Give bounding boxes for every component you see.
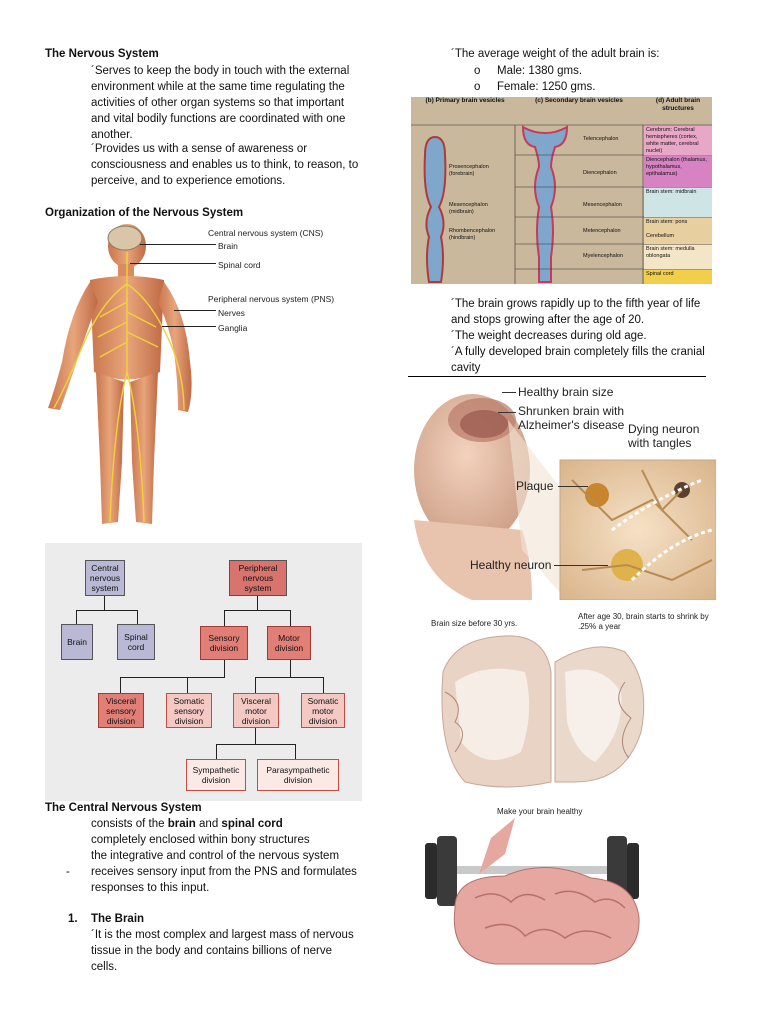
weight-intro: ´The average weight of the adult brain is:	[451, 48, 660, 60]
diencephalon-label: Diencephalon	[583, 170, 617, 176]
cns-heading: The Central Nervous System	[45, 802, 202, 814]
brain-number: 1.	[68, 913, 78, 925]
healthy-size-leader	[502, 392, 516, 393]
nervous-system-body-figure	[40, 222, 370, 540]
dying-neuron-label: Dying neuron with tangles	[628, 422, 700, 450]
connector	[224, 610, 225, 626]
brain-term: brain	[167, 818, 196, 830]
telencephalon-label: Telencephalon	[583, 136, 619, 142]
somatic-motor-node: Somatic motor division	[301, 693, 345, 728]
growth-paragraph-2: ´The weight decreases during old age.	[451, 330, 647, 342]
connector	[76, 610, 77, 624]
alzheimer-illustration	[412, 380, 716, 600]
ns-paragraph-1: ´Serves to keep the body in touch with the external environment while at the same time regulating the activities of other organ systems so that important and vital bodily functions are coordinated with one another.	[91, 65, 350, 141]
healthy-neuron-label: Healthy neuron	[470, 558, 552, 572]
header-adult-structures: (d) Adult brain structures	[655, 97, 701, 112]
brain-leader-line	[140, 244, 216, 245]
cns-line-4: receives sensory input from the PNS and formulates responses to this input.	[91, 866, 357, 894]
brain-heading: The Brain	[91, 913, 145, 925]
header-primary-vesicles: (b) Primary brain vesicles	[425, 97, 505, 104]
visceral-motor-node: Visceral motor division	[233, 693, 279, 728]
cns-label: Central nervous system (CNS)	[208, 228, 324, 238]
female-weight: Female: 1250 gms.	[497, 81, 596, 93]
visceral-sensory-node: Visceral sensory division	[98, 693, 144, 728]
shrunken-leader	[498, 412, 516, 413]
adult-spinal-cord-cell: Spinal cord	[644, 270, 712, 284]
connector	[187, 677, 188, 693]
and-text: and	[195, 818, 222, 830]
human-body-illustration	[40, 222, 370, 540]
cns-line-1	[91, 816, 366, 832]
parasympathetic-node: Parasympathetic division	[257, 759, 339, 791]
prosencephalon-label: Prosencephalon (forebrain)	[449, 164, 489, 177]
header-secondary-vesicles: (c) Secondary brain vesicles	[535, 97, 623, 104]
after-30-label: After age 30, brain starts to shrink by .25% a year	[578, 612, 709, 631]
cns-node: Central nervous system	[85, 560, 125, 596]
connector	[257, 595, 258, 610]
connector	[224, 660, 225, 677]
connector	[255, 677, 324, 678]
ns-paragraph-2: ´Provides us with a sense of awareness or consciousness and enables us to think, to reason, to perceive, and to experience emotions.	[91, 143, 359, 187]
adult-medulla-cell: Brain stem: medulla oblongata	[644, 245, 712, 269]
ganglia-label: Ganglia	[218, 323, 248, 333]
connector	[323, 677, 324, 693]
connector	[216, 744, 296, 745]
connector	[120, 677, 225, 678]
connector	[120, 677, 121, 693]
male-weight: Male: 1380 gms.	[497, 65, 583, 77]
plaque-leader	[558, 486, 588, 487]
adult-telencephalon-cell: Cerebrum: Cerebral hemispheres (cortex, white matter, cerebral nuclei)	[644, 126, 712, 155]
brain-slices-comparison	[425, 608, 715, 788]
spinal-cord-leader-line	[130, 263, 216, 264]
pns-label: Peripheral nervous system (PNS)	[208, 294, 335, 304]
shrunken-brain-label: Shrunken brain with Alzheimer's disease	[518, 404, 625, 432]
spinal-cord-node: Spinal cord	[117, 624, 155, 660]
connector	[104, 595, 105, 610]
before-30-label: Brain size before 30 yrs.	[431, 619, 518, 628]
brain-paragraph: ´It is the most complex and largest mass of nervous tissue in the body and contains billions of nerve cells.	[91, 929, 354, 973]
metencephalon-label: Metencephalon	[583, 228, 621, 234]
healthy-brain-size-label: Healthy brain size	[518, 385, 614, 399]
spinal-cord-label: Spinal cord	[218, 260, 261, 270]
connector	[295, 744, 296, 759]
spinal-cord-term: spinal cord	[221, 818, 283, 830]
mesencephalon-primary-label: Mesencephalon (midbrain)	[449, 202, 488, 215]
connector	[224, 610, 290, 611]
growth-paragraph-1: ´The brain grows rapidly up to the fifth year of life and stops growing after the age of 20.	[451, 298, 701, 326]
nervous-system-heading: The Nervous System	[45, 48, 159, 60]
rhombencephalon-label: Rhombencephalon (hindbrain)	[449, 228, 496, 241]
ganglia-leader-line	[162, 326, 216, 327]
dash-bullet: -	[66, 866, 70, 878]
cns-line-2: completely enclosed within bony structures	[91, 834, 310, 846]
cns-line-3: the integrative and control of the nervous system	[91, 850, 340, 862]
organization-heading: Organization of the Nervous System	[45, 207, 244, 219]
adult-pons-cell: Brain stem: pons	[644, 218, 712, 232]
adult-diencephalon-cell: Diencephalon (thalamus, hypothalamus, epithalamus)	[644, 156, 712, 187]
connector	[216, 744, 217, 759]
connector	[290, 660, 291, 677]
mesencephalon-secondary-label: Mesencephalon	[583, 202, 622, 208]
pns-node: Peripheral nervous system	[229, 560, 287, 596]
brain-slices-drawing	[425, 632, 715, 788]
healthy-neuron-leader	[554, 565, 608, 566]
sympathetic-node: Sympathetic division	[186, 759, 246, 791]
myelencephalon-label: Myelencephalon	[583, 253, 624, 259]
connector	[255, 727, 256, 744]
connector	[255, 677, 256, 693]
make-brain-healthy-caption: Make your brain healthy	[497, 807, 583, 816]
somatic-sensory-node: Somatic sensory division	[166, 693, 212, 728]
brain-dumbbell-illustration	[415, 798, 715, 968]
adult-cerebellum-cell: Cerebellum	[644, 232, 712, 244]
plaque-label: Plaque	[516, 479, 554, 493]
adult-midbrain-cell: Brain stem: midbrain	[644, 188, 712, 217]
nerves-label: Nerves	[218, 308, 245, 318]
bullet-male-mark: o	[474, 65, 481, 77]
sensory-division-node: Sensory division	[200, 626, 248, 660]
section-divider	[408, 376, 706, 377]
motor-division-node: Motor division	[267, 626, 311, 660]
brain-vesicles-table	[411, 97, 712, 284]
brain-label: Brain	[218, 241, 238, 251]
connector	[76, 610, 138, 611]
connector	[137, 610, 138, 624]
nervous-system-classification-diagram	[45, 543, 362, 801]
cns-line-1-text: consists of the	[91, 818, 168, 830]
brain-node: Brain	[61, 624, 93, 660]
bullet-female-mark: o	[474, 81, 481, 93]
dumbbell-drawing	[415, 798, 715, 968]
nerves-leader-line	[174, 310, 216, 311]
growth-paragraph-3: ´A fully developed brain completely fills the cranial cavity	[451, 346, 705, 374]
connector	[290, 610, 291, 626]
